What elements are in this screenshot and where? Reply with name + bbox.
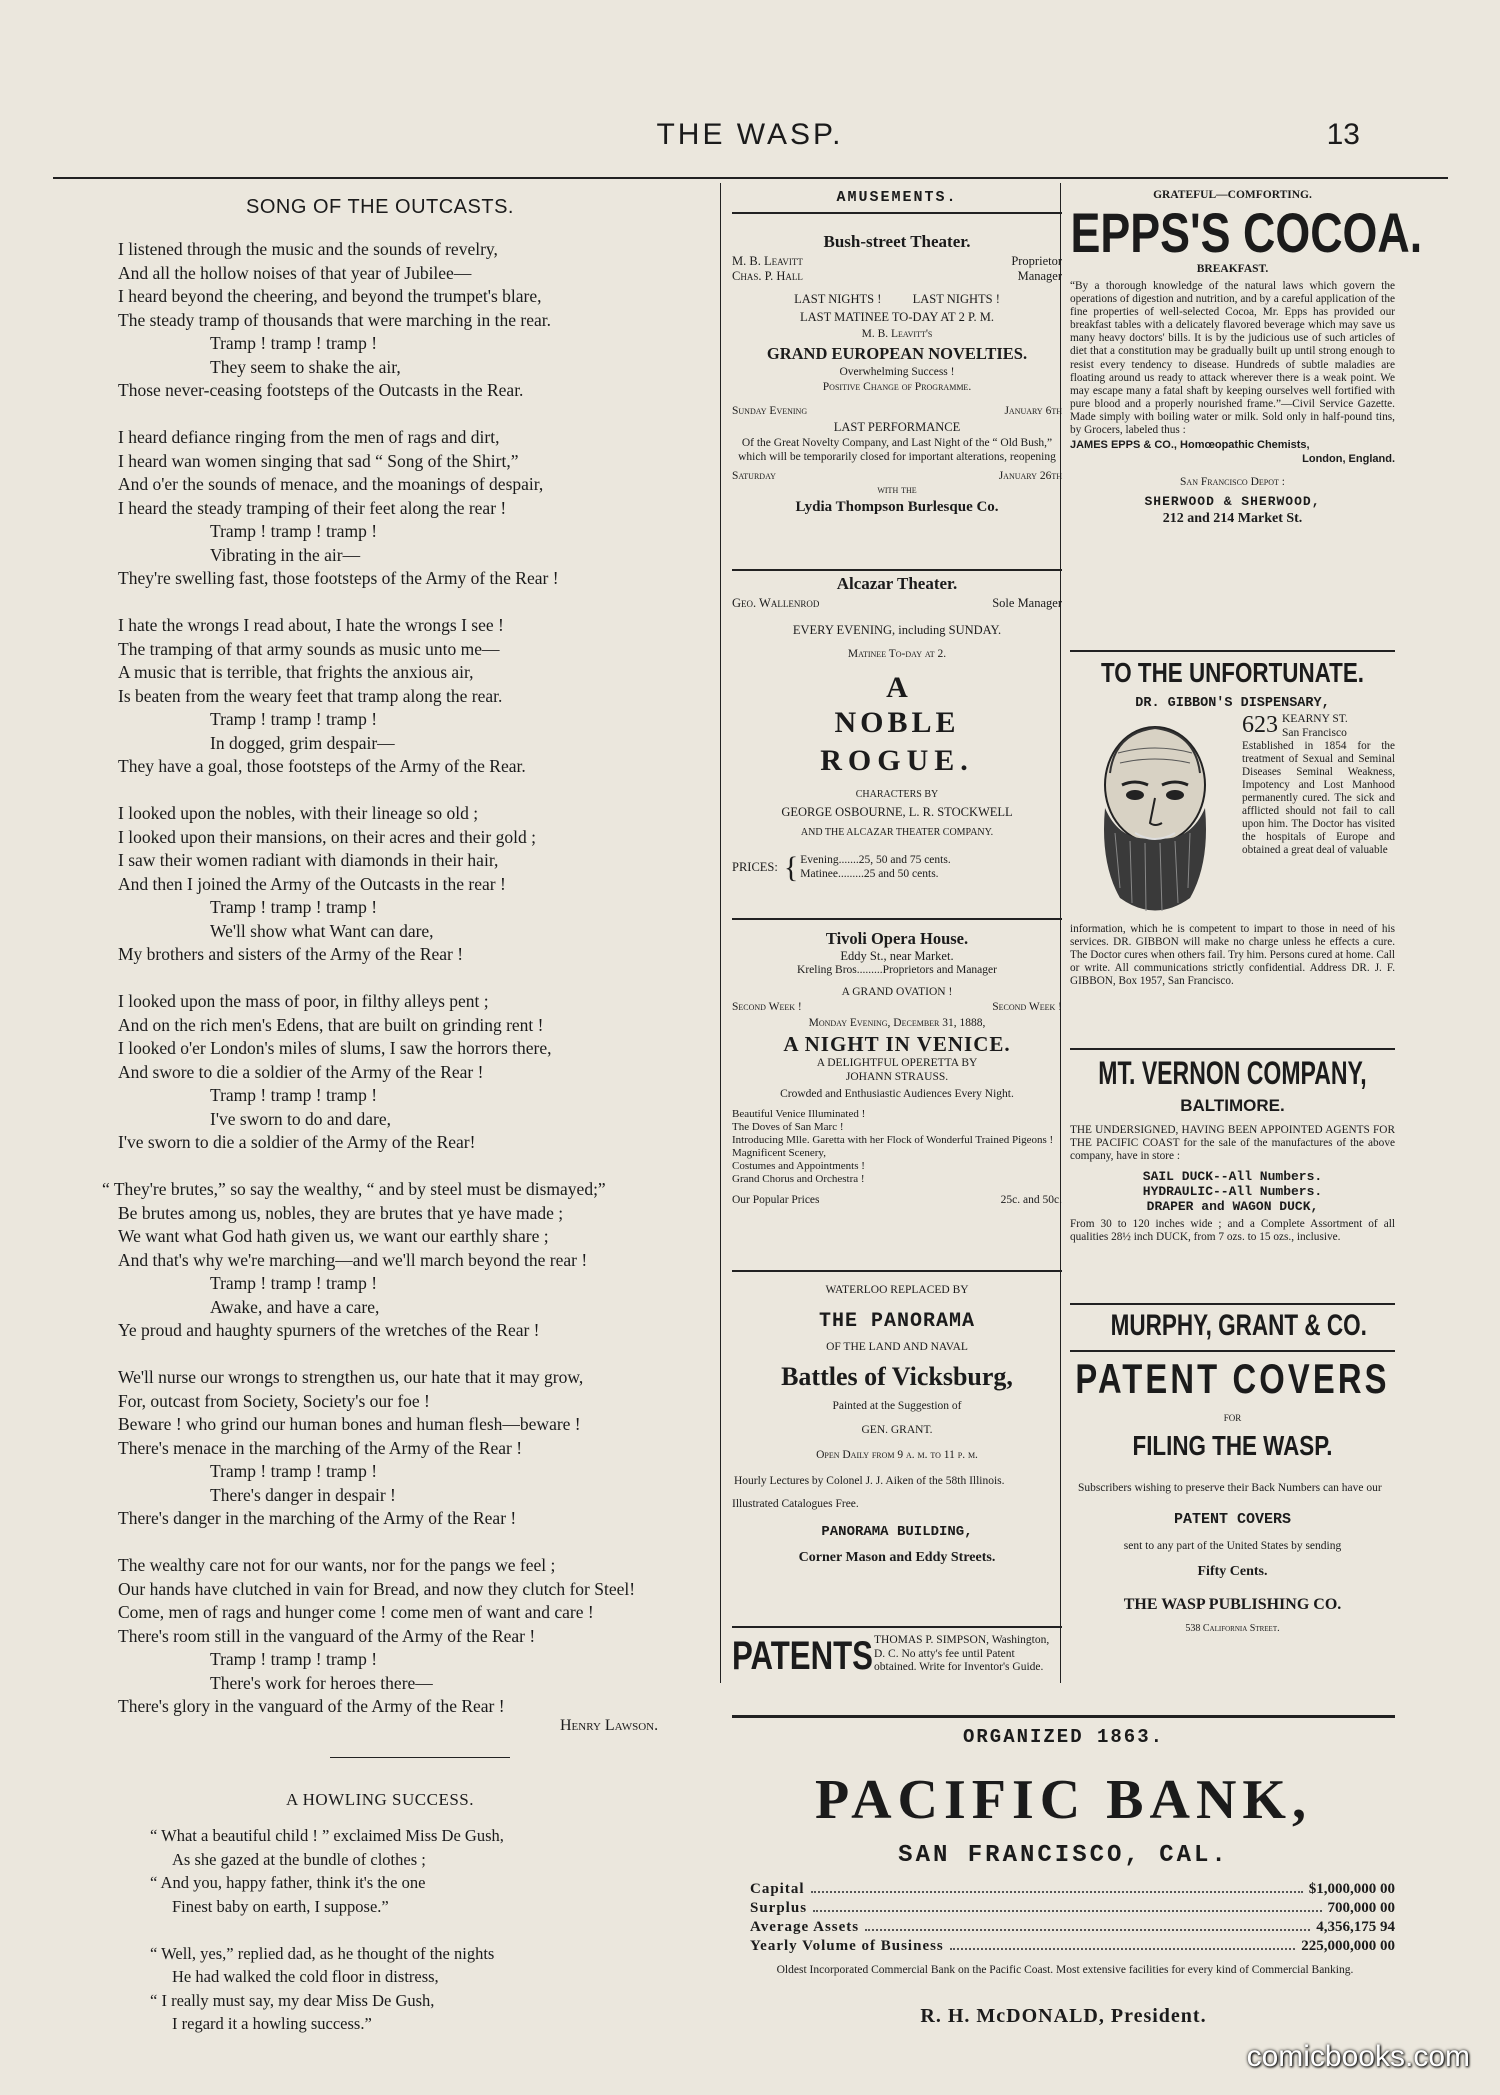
covers-publisher: THE WASP PUBLISHING CO. xyxy=(1123,1595,1342,1613)
tivoli-operetta: A DELIGHTFUL OPERETTA BY xyxy=(816,1057,978,1069)
bank-row xyxy=(750,1880,1395,1899)
bush-with-the: with the xyxy=(877,483,917,496)
tivoli-date: Monday Evening, December 31, 1888, xyxy=(808,1016,986,1029)
howling-line: “ Well, yes,” replied dad, as he thought of the nights xyxy=(150,1943,495,1963)
page-number: 13 xyxy=(1326,118,1360,151)
poem-line: My brothers and sisters of the Army of the Rear ! xyxy=(118,944,464,964)
bank-note: Oldest Incorporated Commercial Bank on the Pacific Coast. Most extensive facilities for every kind of Commercial Banking. xyxy=(776,1964,1354,1976)
epps-firm: JAMES EPPS & CO., Homœopathic Chemists, xyxy=(1070,439,1310,452)
gibbon-street: KEARNY ST. xyxy=(1282,713,1348,725)
bank-row-label: Yearly Volume of Business xyxy=(750,1938,944,1954)
howling-gap xyxy=(150,1918,750,1942)
covers-title: PATENT COVERS xyxy=(1075,1355,1390,1402)
poem-line: Tramp ! tramp ! tramp ! xyxy=(210,1273,378,1293)
header-rule xyxy=(53,177,1448,179)
poem-line: I looked upon the mass of poor, in filthy alleys pent ; xyxy=(118,991,489,1011)
poem-line: And that's why we're marching—and we'll march beyond the rear ! xyxy=(118,1249,588,1270)
running-head: THE WASP. xyxy=(656,118,844,151)
bank-row-label: Surplus xyxy=(750,1900,808,1916)
poem-line: The steady tramp of thousands that were marching in the rear. xyxy=(118,309,551,330)
poem-title: SONG OF THE OUTCASTS. xyxy=(246,196,514,218)
gibbon-rule xyxy=(1070,1048,1395,1050)
gibbon-ad xyxy=(1070,656,1395,988)
bush-saturday-date: January 26th xyxy=(998,470,1062,482)
poem-line: I've sworn to die a soldier of the Army of the Rear! xyxy=(118,1132,476,1152)
gibbon-side-text: Established in 1854 for the treatment of Sexual and Seminal Diseases Seminal Weakness, Impotency and Lost Manhood permanently cured. The sick and afflicted should not fail to call upon him. The Doctor has visited the hospitals of Europe and obtained a great deal of valuable xyxy=(1242,740,1395,856)
gibbon-bottom-text: information, which he is competent to impart to those in need of his services. DR. GIBBON will make no charge unless he effects a cure. The Doctor cures when others fail. Try him. Persons cured at home. Call or write. All communications strictly confidential. Address DR. J. F. GIBBON, Box 1957, San Francisco. xyxy=(1070,923,1395,987)
alcazar-staff-role: Sole Manager xyxy=(992,596,1062,610)
leader-dots xyxy=(950,1937,1295,1950)
epps-depot: San Francisco Depot : xyxy=(1180,476,1285,489)
poem-body xyxy=(102,238,710,1719)
bush-sunday: Sunday Evening xyxy=(732,404,808,417)
covers-sent: sent to any part of the United States by sending xyxy=(1123,1540,1342,1552)
alcazar-actors: GEORGE OSBOURNE, L. R. STOCKWELL xyxy=(781,805,1013,819)
tivoli-mgmt: Kreling Bros.........Proprietors and Manager xyxy=(797,964,997,976)
bush-lydia: Lydia Thompson Burlesque Co. xyxy=(795,499,999,515)
poem-line: Come, men of rags and hunger come ! come men of want and care ! xyxy=(118,1602,594,1622)
tivoli-week-left: Second Week ! xyxy=(732,1001,802,1013)
bank-row-value: 4,356,175 94 xyxy=(1316,1919,1395,1935)
tivoli-rule xyxy=(732,1270,1062,1272)
doctor-portrait-icon xyxy=(1070,713,1240,923)
bush-presenter: M. B. Leavitt's xyxy=(861,328,933,340)
epps-title: EPPS'S COCOA. xyxy=(1070,200,1423,264)
epps-kicker: GRATEFUL—COMFORTING. xyxy=(1153,189,1312,201)
bank-row xyxy=(750,1899,1395,1918)
bank-row-label: Average Assets xyxy=(750,1919,860,1935)
patents-text: THOMAS P. SIMPSON, Washington, D. C. No atty's fee until Patent obtained. Write for Inventor's Guide. xyxy=(874,1634,1050,1673)
patents-word: PATENTS xyxy=(732,1634,873,1678)
column-rule-1 xyxy=(720,183,721,1683)
poem-line: They're swelling fast, those footsteps of the Army of the Rear ! xyxy=(118,568,559,588)
tivoli-show: A NIGHT IN VENICE. xyxy=(783,1032,1011,1056)
howling-body xyxy=(150,1824,750,2036)
bush-staff-1-role: Proprietor xyxy=(1011,254,1062,268)
panorama-waterloo: WATERLOO REPLACED BY xyxy=(825,1284,969,1296)
poem-line: Tramp ! tramp ! tramp ! xyxy=(210,897,378,917)
howling-line: “ What a beautiful child ! ” exclaimed Miss De Gush, xyxy=(150,1826,504,1845)
panorama-ad xyxy=(732,1284,1062,1566)
covers-body: Subscribers wishing to preserve their Back Numbers can have our xyxy=(1078,1481,1382,1494)
leader-dots xyxy=(811,1880,1303,1893)
bush-title: Bush-street Theater. xyxy=(823,232,971,251)
poem-line: I heard wan women singing that sad “ Song of the Shirt,” xyxy=(118,450,519,471)
epps-sub: BREAKFAST. xyxy=(1196,262,1269,275)
vernon-title: MT. VERNON COMPANY, xyxy=(1098,1055,1367,1091)
bank-figures xyxy=(750,1880,1395,1956)
panorama-painted: Painted at the Suggestion of xyxy=(832,1400,962,1412)
poem-line: And on the rich men's Edens, that are built on grinding rent ! xyxy=(118,1014,544,1035)
poem-line: There's menace in the marching of the Army of the Rear ! xyxy=(118,1437,523,1458)
poem-line: Tramp ! tramp ! tramp ! xyxy=(210,709,378,729)
poem-line: There's work for heroes there— xyxy=(210,1672,433,1693)
vernon-item-1: SAIL DUCK--All Numbers. xyxy=(1142,1169,1323,1184)
panorama-of-the: OF THE LAND AND NAVAL xyxy=(826,1340,968,1353)
poem-line: Tramp ! tramp ! tramp ! xyxy=(210,1085,378,1105)
bush-of-company: Of the Great Novelty Company, and Last Night of the “ Old Bush,” which will be temporarily closed for important alterations, reopening xyxy=(738,437,1056,463)
panorama-grant: GEN. GRANT. xyxy=(861,1423,933,1436)
bank-city: SAN FRANCISCO, CAL. xyxy=(898,1842,1229,1869)
poem-line: Tramp ! tramp ! tramp ! xyxy=(210,521,378,541)
poem-line: Be brutes among us, nobles, they are brutes that ye have made ; xyxy=(118,1202,564,1223)
poem-line: Our hands have clutched in vain for Bread, and now they clutch for Steel! xyxy=(118,1578,636,1599)
poem-line: Beware ! who grind our human bones and human flesh—beware ! xyxy=(118,1414,581,1434)
covers-address: 538 California Street. xyxy=(1185,1622,1280,1634)
poem-line: I looked upon their mansions, on their acres and their gold ; xyxy=(118,826,536,847)
amusements-heading: AMUSEMENTS. xyxy=(836,189,958,206)
bush-staff-1-name: M. B. Leavitt xyxy=(732,254,803,268)
epps-ad xyxy=(1070,189,1423,527)
amusements-rule xyxy=(732,212,1062,214)
bank-row xyxy=(750,1918,1395,1937)
poem-line: The wealthy care not for our wants, nor for the pangs we feel ; xyxy=(118,1555,556,1575)
bush-change: Positive Change of Programme. xyxy=(822,381,972,393)
poem-author: Henry Lawson. xyxy=(560,1717,659,1734)
poem-line: Ye proud and haughty spurners of the wretches of the Rear ! xyxy=(118,1320,540,1340)
play-title-rogue: ROGUE. xyxy=(820,743,974,777)
poem-line: There's danger in despair ! xyxy=(210,1484,396,1505)
bush-success: Overwhelming Success ! xyxy=(839,365,955,378)
bank-row-value: $1,000,000 00 xyxy=(1308,1881,1395,1897)
bank-row xyxy=(750,1937,1395,1956)
play-title-noble: NOBLE xyxy=(834,705,960,739)
bank-organized: ORGANIZED 1863. xyxy=(962,1726,1165,1748)
poem-line: They seem to shake the air, xyxy=(210,356,401,377)
alcazar-company: AND THE ALCAZAR THEATER COMPANY. xyxy=(800,827,994,838)
covers-filing: FILING THE WASP. xyxy=(1132,1429,1333,1461)
poem-line: The tramping of that army sounds as music unto me— xyxy=(118,638,500,659)
tivoli-popular: Our Popular Prices xyxy=(732,1193,820,1206)
patents-ad xyxy=(732,1634,1062,1678)
panorama-open: Open Daily from 9 a. m. to 11 p. m. xyxy=(816,1449,978,1461)
bank-row-label: Capital xyxy=(750,1881,805,1897)
alcazar-staff-name: Geo. Wallenrod xyxy=(732,596,820,610)
epps-address: 212 and 214 Market St. xyxy=(1162,510,1303,526)
howling-line: “ And you, happy father, think it's the one xyxy=(150,1873,426,1892)
vernon-body: THE UNDERSIGNED, HAVING BEEN APPOINTED AGENTS FOR THE PACIFIC COAST for the sale of the manufactures of the above company, have in store : xyxy=(1070,1124,1395,1162)
bank-title: PACIFIC BANK, xyxy=(815,1769,1312,1831)
bank-president: R. H. McDONALD, President. xyxy=(920,2005,1207,2027)
howling-line: He had walked the cold floor in distress, xyxy=(172,1967,439,1986)
murphy-title: MURPHY, GRANT & CO. xyxy=(1110,1309,1367,1342)
panorama-building: PANORAMA BUILDING, xyxy=(821,1523,973,1540)
alcazar-every: EVERY EVENING, including SUNDAY. xyxy=(792,623,1002,637)
tivoli-crowded: Crowded and Enthusiastic Audiences Every Night. xyxy=(780,1088,1014,1100)
bush-last-nights: LAST NIGHTS ! LAST NIGHTS ! xyxy=(794,292,1000,306)
poem-line: There's danger in the marching of the Army of the Rear ! xyxy=(118,1508,517,1528)
bush-matinee: LAST MATINEE TO-DAY AT 2 P. M. xyxy=(799,310,994,324)
poem-divider xyxy=(330,1757,510,1758)
covers-price: Fifty Cents. xyxy=(1197,1563,1268,1579)
covers-for: FOR xyxy=(1223,1413,1242,1423)
poem-line: I heard beyond the cheering, and beyond the trumpet's blare, xyxy=(118,286,542,306)
poem-line: Tramp ! tramp ! tramp ! xyxy=(210,333,378,353)
play-title-a: A xyxy=(886,670,908,704)
panorama-battles: Battles of Vicksburg, xyxy=(781,1362,1013,1391)
poem-line: And o'er the sounds of menace, and the moanings of despair, xyxy=(118,474,544,494)
panorama-rule xyxy=(732,1626,1062,1628)
poem-line: And all the hollow noises of that year of Jubilee— xyxy=(118,262,472,283)
alcazar-matinee: Matinee To-day at 2. xyxy=(847,648,947,660)
poem-line: I've sworn to do and dare, xyxy=(210,1108,392,1129)
poem-line: I hate the wrongs I read about, I hate the wrongs I see ! xyxy=(118,615,504,635)
panorama-corner: Corner Mason and Eddy Streets. xyxy=(798,1549,996,1565)
vernon-footer: From 30 to 120 inches wide ; and a Complete Assortment of all qualities 28½ inch DUCK, from 7 ozs. to 15 ozs., inclusive. xyxy=(1070,1218,1395,1243)
panorama-catalogues: Illustrated Catalogues Free. xyxy=(732,1498,859,1510)
bush-theater-ad xyxy=(732,232,1062,516)
poem-line: We'll nurse our wrongs to strengthen us, our hate that it may grow, xyxy=(118,1367,584,1387)
vernon-city: BALTIMORE. xyxy=(1180,1096,1285,1115)
tivoli-ovation: A GRAND OVATION ! xyxy=(841,985,953,998)
vernon-item-3: DRAPER and WAGON DUCK, xyxy=(1146,1199,1319,1214)
poem-line: For, outcast from Society, Society's our foe ! xyxy=(118,1390,430,1411)
howling-line: I regard it a howling success.” xyxy=(172,2014,372,2033)
watermark: comicbooks.com xyxy=(1246,2040,1470,2073)
covers-ad xyxy=(1070,1354,1395,1635)
howling-line: Finest baby on earth, I suppose.” xyxy=(172,1896,389,1916)
poem-line: Vibrating in the air— xyxy=(210,544,361,565)
tivoli-title: Tivoli Opera House. xyxy=(825,929,969,948)
gibbon-city: San Francisco xyxy=(1282,726,1347,739)
gibbon-num: 623 xyxy=(1242,712,1278,738)
gibbon-title: TO THE UNFORTUNATE. xyxy=(1101,657,1364,688)
tivoli-week-right: Second Week ! xyxy=(992,1001,1062,1013)
howling-line: “ I really must say, my dear Miss De Gush, xyxy=(150,1990,435,2010)
poem-line: And then I joined the Army of the Outcasts in the rear ! xyxy=(118,873,506,894)
characters-by: CHARACTERS BY xyxy=(855,788,939,800)
bush-staff-2-role: Manager xyxy=(1017,269,1062,283)
poem-line: Is beaten from the weary feet that tramp along the rear. xyxy=(118,685,503,706)
poem-line: Awake, and have a care, xyxy=(210,1296,380,1317)
murphy-rule xyxy=(1070,1350,1395,1352)
poem-line: There's glory in the vanguard of the Army of the Rear ! xyxy=(118,1696,505,1716)
poem-line: I looked upon the nobles, with their lineage so old ; xyxy=(118,803,479,823)
vernon-item-2: HYDRAULIC--All Numbers. xyxy=(1142,1184,1323,1199)
poem-line: There's room still in the vanguard of the Army of the Rear ! xyxy=(118,1625,536,1646)
leader-dots xyxy=(865,1918,1310,1931)
poem-line: I listened through the music and the sounds of revelry, xyxy=(118,239,498,259)
bank-rule xyxy=(732,1715,1395,1718)
panorama-lectures: Hourly Lectures by Colonel J. J. Aiken of the 58th Illinois. xyxy=(734,1474,1005,1487)
epps-rule xyxy=(1070,650,1395,652)
vernon-rule xyxy=(1070,1303,1395,1305)
poem-line: I saw their women radiant with diamonds in their hair, xyxy=(118,850,499,870)
bush-rule xyxy=(732,569,1062,571)
price-matinee: Matinee.........25 and 50 cents. xyxy=(800,867,939,880)
bush-saturday: Saturday xyxy=(732,470,776,482)
poem-line: They have a goal, those footsteps of the Army of the Rear. xyxy=(118,756,526,776)
tivoli-popular-prices: 25c. and 50c. xyxy=(1000,1193,1062,1206)
vernon-ad xyxy=(1070,1054,1395,1244)
tivoli-ad xyxy=(732,929,1062,1207)
price-evening: Evening.......25, 50 and 75 cents. xyxy=(800,854,951,866)
covers-patent: PATENT COVERS xyxy=(1173,1511,1292,1528)
bank-row-value: 700,000 00 xyxy=(1327,1900,1395,1916)
leader-dots xyxy=(813,1899,1321,1912)
prices-label: PRICES: xyxy=(732,860,778,874)
alcazar-title: Alcazar Theater. xyxy=(836,574,958,593)
panorama-title: THE PANORAMA xyxy=(818,1309,976,1333)
poem-line: A music that is terrible, that frights the anxious air, xyxy=(118,662,474,682)
poem-line: I heard the steady tramping of their feet along the rear ! xyxy=(118,497,507,518)
poem-line: We'll show what Want can dare, xyxy=(210,920,434,941)
tivoli-composer: JOHANN STRAUSS. xyxy=(845,1070,949,1083)
tivoli-features: Beautiful Venice Illuminated ! The Doves of San Marc ! Introducing Mlle. Garetta with her Flock of Wonderful Trained Pigeons ! Magnificent Scenery, Costumes and Appointments ! Grand Chorus and Orchestra ! xyxy=(732,1107,1054,1185)
poem-line: “ They're brutes,” so say the wealthy, “ and by steel must be dismayed;” xyxy=(102,1179,606,1199)
poem-line: Tramp ! tramp ! tramp ! xyxy=(210,1461,378,1481)
epps-body: “By a thorough knowledge of the natural laws which govern the operations of digestion and nutrition, and by a careful application of the fine properties of well-selected Cocoa, Mr. Epps has provided our breakfast tables with a delicately flavored beverage which may save us many heavy doctors' bills. It is by the judicious use of such articles of diet that a constitution may be gradually built up until strong enough to resist every tendency to disease. Hundreds of subtle maladies are floating around us ready to attack wherever there is a weak point. We may escape many a fatal shaft by keeping ourselves well fortified with pure blood and a properly nourished frame.”—Civil Service Gazette. Made simply with boiling water or milk. Sold only in half-pound tins, by Grocers, labeled thus : xyxy=(1070,280,1395,437)
poem-line: Tramp ! tramp ! tramp ! xyxy=(210,1649,378,1669)
epps-firm2: London, England. xyxy=(1302,452,1395,465)
alcazar-ad: Alcazar Theater. Geo. Wallenrod Sole Manager EVERY EVENING, including SUNDAY. Matinee To-day at 2. A NOBLE ROGUE. CHARACTERS BY GEORGE OSBOURNE, L. R. STOCKWELL AND THE ALCAZAR THEATER COMPANY. PRICES: { Evening.......25, 50 and 75 cents. Matinee.........25 and 50 cents. xyxy=(732,574,1062,884)
tivoli-address: Eddy St., near Market. xyxy=(840,949,954,963)
bank-row-value: 225,000,000 00 xyxy=(1301,1938,1395,1954)
poem-line: And swore to die a soldier of the Army of the Rear ! xyxy=(118,1061,484,1082)
bush-show: GRAND EUROPEAN NOVELTIES. xyxy=(766,343,1028,363)
poem-line: We want what God hath given us, we want our earthly share ; xyxy=(118,1226,549,1246)
gibbon-name: DR. GIBBON'S DISPENSARY, xyxy=(1135,696,1330,711)
poem-line: In dogged, grim despair— xyxy=(210,732,395,753)
poem-line: I looked o'er London's miles of slums, I saw the horrors there, xyxy=(118,1038,552,1058)
howling-line: As she gazed at the bundle of clothes ; xyxy=(172,1849,426,1869)
bush-sunday-date: January 6th xyxy=(1004,404,1062,417)
bush-staff-2-name: Chas. P. Hall xyxy=(732,269,803,283)
poem-line: I heard defiance ringing from the men of rags and dirt, xyxy=(118,427,500,447)
poem-line: Those never-ceasing footsteps of the Outcasts in the Rear. xyxy=(118,380,524,400)
howling-title: A HOWLING SUCCESS. xyxy=(286,1790,474,1809)
bush-last-performance: LAST PERFORMANCE xyxy=(833,420,961,434)
alcazar-rule xyxy=(732,918,1062,920)
epps-agent: SHERWOOD & SHERWOOD, xyxy=(1144,493,1321,509)
